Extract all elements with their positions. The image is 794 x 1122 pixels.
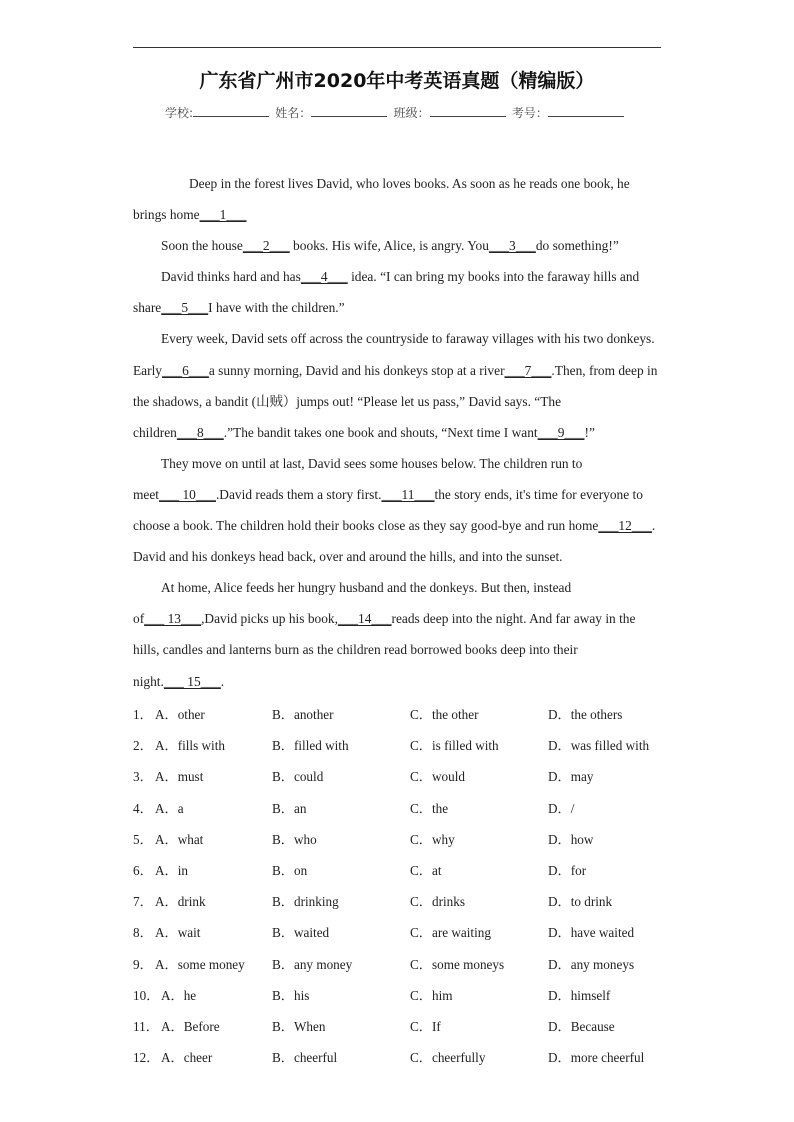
question-number: 11．	[133, 1018, 159, 1034]
option-d[interactable]: D．for	[548, 862, 587, 878]
question-number: 9．	[133, 956, 153, 972]
option-a[interactable]: A．other	[155, 707, 205, 722]
option-a[interactable]: A．Before	[161, 1018, 220, 1034]
option-d[interactable]: D．any moneys	[548, 956, 635, 972]
question-row	[133, 727, 673, 758]
question-number: 8．	[133, 925, 153, 941]
option-c[interactable]: C．why	[410, 831, 455, 847]
option-c[interactable]: C．cheerfully	[410, 1050, 486, 1066]
option-d[interactable]: D．the others	[548, 707, 623, 722]
question-row	[133, 977, 673, 1008]
option-b[interactable]: B．drinking	[272, 894, 339, 910]
option-d[interactable]: D．/	[548, 800, 575, 816]
cloze-passage	[133, 168, 663, 697]
question-number: 5．	[133, 831, 153, 847]
option-c[interactable]: C．drinks	[410, 894, 465, 910]
blank-8: ___8___	[176, 424, 224, 440]
question-row	[133, 821, 673, 852]
question-number: 10．	[133, 987, 160, 1003]
option-a[interactable]: A．wait	[155, 925, 201, 941]
option-c[interactable]: C．is filled with	[410, 738, 499, 754]
school-label: 学校:	[165, 106, 194, 120]
student-info-line	[165, 104, 627, 121]
blank-14: ___14___	[337, 611, 392, 627]
question-row	[133, 883, 673, 914]
option-a[interactable]: A．drink	[155, 894, 206, 910]
option-b[interactable]: B．on	[272, 862, 308, 878]
option-b[interactable]: B．When	[272, 1018, 326, 1034]
question-row	[133, 914, 673, 945]
blank-6: ___6___	[162, 362, 209, 378]
question-row	[133, 696, 673, 727]
option-a[interactable]: A．fills with	[155, 738, 225, 754]
option-a[interactable]: A．what	[155, 831, 204, 847]
option-d[interactable]: D．how	[548, 831, 594, 847]
option-d[interactable]: D．may	[548, 769, 594, 785]
option-b[interactable]: B．his	[272, 987, 310, 1003]
paragraph-2: Soon the house___2___ books. His wife, Alice, is angry. You___3___do something!”	[161, 238, 619, 254]
exam-number-label: 考号：	[511, 106, 548, 120]
blank-2: ___2___	[242, 238, 290, 254]
blank-10: ___ 10___	[159, 486, 216, 502]
option-d[interactable]: D．was filled with	[548, 738, 650, 754]
question-list	[133, 696, 673, 1070]
paragraph-4: Every week, David sets off across the countryside to faraway villages with his two donkeys. Early___6___a sunny morning, David and his donkeys stop at a river___7___.Then, from deep in the shadows, a bandit (山贼）jumps out! “Please let us pass,” David says. “The children___8___.”The bandit takes one book and shouts, “Next time I want___9___!”	[133, 331, 658, 440]
option-b[interactable]: B．filled with	[272, 738, 349, 754]
question-number: 12．	[133, 1050, 160, 1066]
blank-7: ___7___	[504, 362, 552, 378]
name-blank[interactable]	[311, 104, 387, 117]
option-d[interactable]: D．more cheerful	[548, 1050, 645, 1066]
option-c[interactable]: C．are waiting	[410, 925, 491, 941]
question-number: 3．	[133, 769, 153, 785]
blank-11: ___11___	[381, 486, 435, 502]
option-b[interactable]: B．an	[272, 800, 307, 816]
option-a[interactable]: A．a	[155, 800, 184, 816]
question-row	[133, 852, 673, 883]
paragraph-3: David thinks hard and has___4___ idea. “I can bring my books into the faraway hills and share___5___I have with the children.”	[133, 269, 640, 316]
option-b[interactable]: B．could	[272, 769, 324, 785]
school-blank[interactable]	[193, 104, 269, 117]
option-a[interactable]: A．in	[155, 862, 188, 878]
question-row	[133, 758, 673, 789]
paragraph-6: At home, Alice feeds her hungry husband and the donkeys. But then, instead of___ 13___,David picks up his book,___14___reads deep into the night. And far away in the hills, candles and lanterns burn as the children read borrowed books deep into their night.___ 15___.	[133, 580, 636, 689]
paragraph-5: They move on until at last, David sees some houses below. The children run to meet___ 10___.David reads them a story first.___11___the story ends, it's time for everyone to choose a book. The children hold their books close as they say good-bye and run home___12___. David and his donkeys head back, over and around the hills, and into the sunset.	[133, 455, 656, 565]
name-label: 姓名：	[275, 106, 312, 120]
question-number: 2．	[133, 738, 153, 754]
option-c[interactable]: C．If	[410, 1018, 441, 1034]
blank-1: ___1___	[199, 207, 247, 223]
option-a[interactable]: A．must	[155, 769, 204, 785]
option-d[interactable]: D．have waited	[548, 925, 635, 941]
blank-3: ___3___	[488, 238, 536, 254]
option-d[interactable]: D．to drink	[548, 894, 613, 910]
option-c[interactable]: C．him	[410, 987, 453, 1003]
question-number: 4．	[133, 800, 153, 816]
option-d[interactable]: D．himself	[548, 987, 611, 1003]
question-row	[133, 1039, 673, 1070]
option-c[interactable]: C．the	[410, 800, 449, 816]
class-label: 班级：	[393, 106, 430, 120]
blank-5: ___5___	[161, 300, 209, 316]
option-b[interactable]: B．who	[272, 831, 317, 847]
option-b[interactable]: B．waited	[272, 925, 330, 941]
option-b[interactable]: B．another	[272, 707, 334, 722]
blank-13: ___ 13___	[144, 611, 202, 627]
option-c[interactable]: C．the other	[410, 707, 479, 722]
page-title: 广东省广州市2020年中考英语真题（精编版）	[199, 70, 595, 92]
question-number: 6．	[133, 862, 153, 878]
option-d[interactable]: D．Because	[548, 1018, 615, 1034]
blank-4: ___4___	[300, 269, 348, 285]
blank-12: ___12___	[598, 518, 652, 534]
header-rule	[133, 47, 661, 48]
question-number: 1．	[133, 707, 153, 722]
option-b[interactable]: B．any money	[272, 956, 353, 972]
question-row	[133, 790, 673, 821]
option-a[interactable]: A．some money	[155, 956, 245, 972]
paragraph-1: Deep in the forest lives David, who loves books. As soon as he reads one book, he brings home___1___	[133, 176, 630, 223]
option-a[interactable]: A．he	[161, 987, 197, 1003]
option-c[interactable]: C．some moneys	[410, 956, 505, 972]
option-c[interactable]: C．would	[410, 769, 465, 785]
option-b[interactable]: B．cheerful	[272, 1050, 338, 1066]
question-row	[133, 1008, 673, 1039]
blank-15: ___ 15___	[163, 673, 221, 689]
question-number: 7．	[133, 894, 153, 910]
option-a[interactable]: A．cheer	[161, 1050, 213, 1066]
question-row	[133, 946, 673, 977]
blank-9: ___9___	[537, 424, 585, 440]
option-c[interactable]: C．at	[410, 862, 442, 878]
exam-number-blank[interactable]	[548, 104, 624, 117]
class-blank[interactable]	[430, 104, 506, 117]
